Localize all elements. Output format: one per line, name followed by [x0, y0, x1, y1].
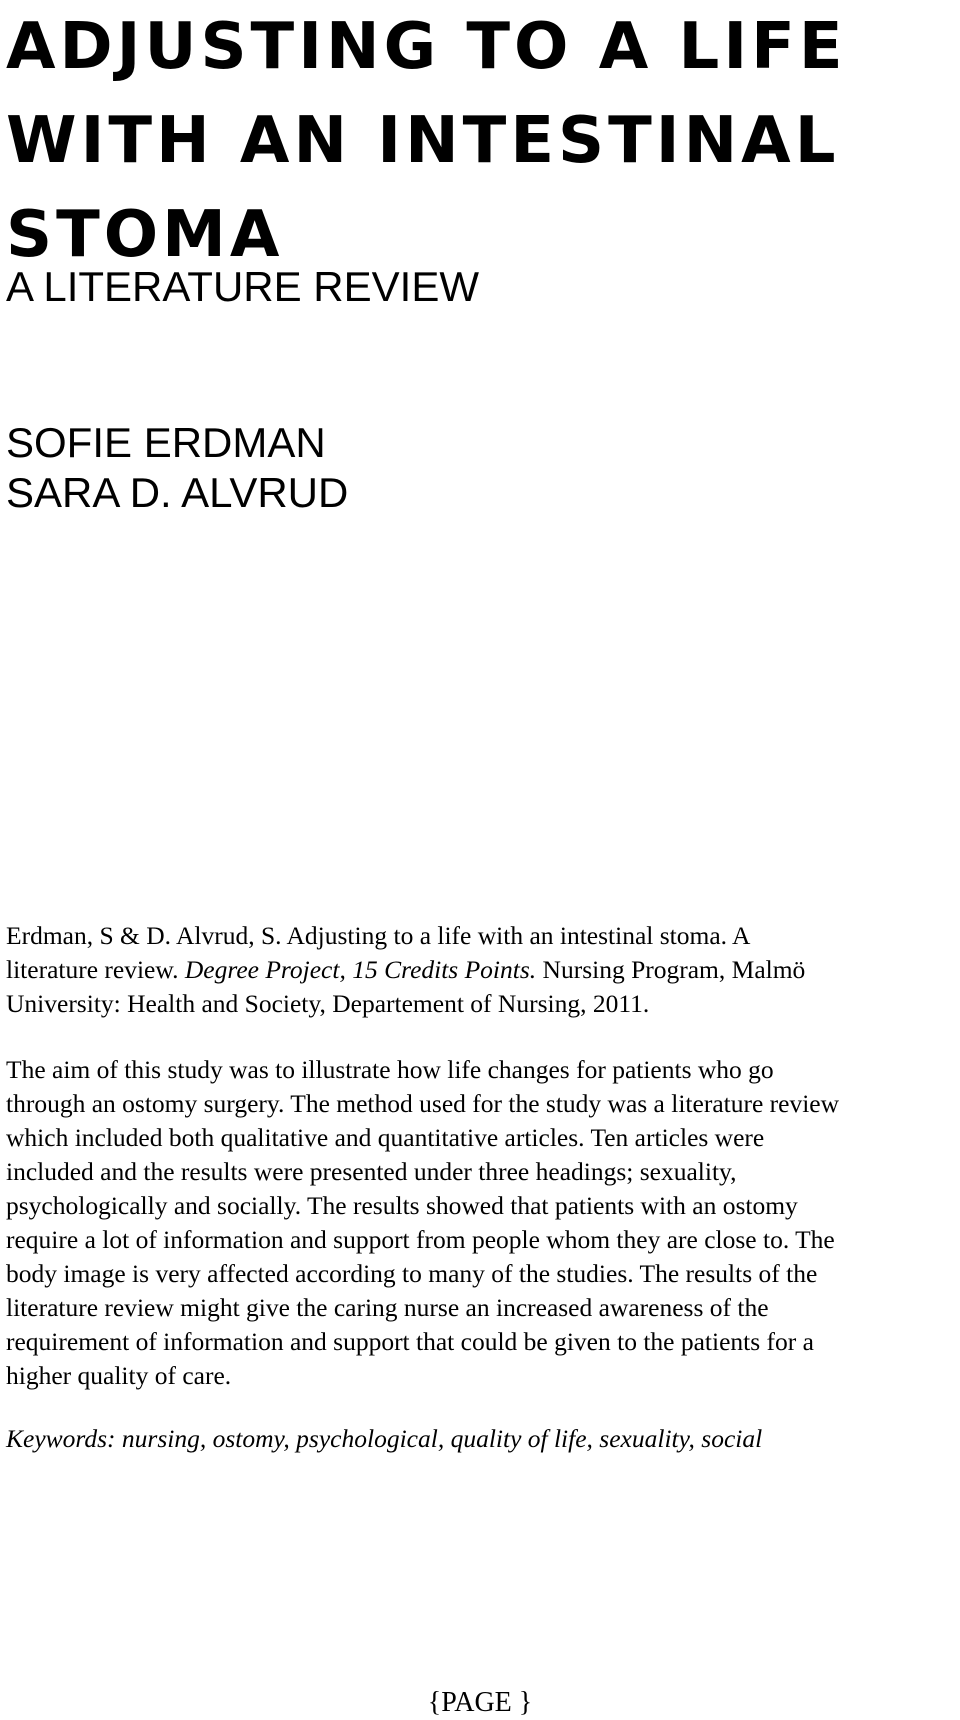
- abstract-line: literature review might give the caring nurse an increased awareness of the: [6, 1293, 769, 1322]
- abstract-line: which included both qualitative and quantitative articles. Ten articles were: [6, 1123, 765, 1152]
- citation-text: Nursing Program, Malmö: [536, 955, 806, 984]
- abstract-line: psychologically and socially. The results showed that patients with an ostomy: [6, 1191, 798, 1220]
- document-title: [6, 0, 847, 282]
- keywords-text: Keywords: nursing, ostomy, psychological, quality of life, sexuality, social: [6, 1424, 763, 1453]
- citation-line: [6, 953, 956, 987]
- citation-degree-project: Degree Project, 15 Credits Points.: [184, 955, 537, 984]
- title-line: ADJUSTING TO A LIFE: [6, 10, 847, 84]
- abstract-line: higher quality of care.: [6, 1361, 232, 1390]
- abstract-line: included and the results were presented under three headings; sexuality,: [6, 1157, 737, 1186]
- abstract-line: The aim of this study was to illustrate how life changes for patients who go: [6, 1055, 774, 1084]
- author-list: [6, 418, 348, 518]
- citation-text: literature review.: [6, 955, 185, 984]
- abstract-line: requirement of information and support that could be given to the patients for a: [6, 1327, 814, 1356]
- abstract-line: require a lot of information and support from people whom they are close to. The: [6, 1225, 835, 1254]
- abstract-paragraph: [6, 1053, 956, 1393]
- author-name: SOFIE ERDMAN: [6, 419, 326, 466]
- title-line: STOMA: [6, 198, 284, 272]
- keywords-line: [6, 1422, 956, 1456]
- citation-line: University: Health and Society, Departement of Nursing, 2011.: [6, 989, 650, 1018]
- page-number-field: {PAGE }: [427, 1687, 533, 1718]
- citation-paragraph: [6, 919, 956, 1021]
- citation-line: Erdman, S & D. Alvrud, S. Adjusting to a life with an intestinal stoma. A: [6, 921, 751, 950]
- abstract-line: through an ostomy surgery. The method used for the study was a literature review: [6, 1089, 840, 1118]
- abstract-line: body image is very affected according to many of the studies. The results of the: [6, 1259, 818, 1288]
- author-name: SARA D. ALVRUD: [6, 469, 349, 516]
- document-subtitle: A LITERATURE REVIEW: [6, 263, 479, 310]
- title-line: WITH AN INTESTINAL: [6, 104, 840, 178]
